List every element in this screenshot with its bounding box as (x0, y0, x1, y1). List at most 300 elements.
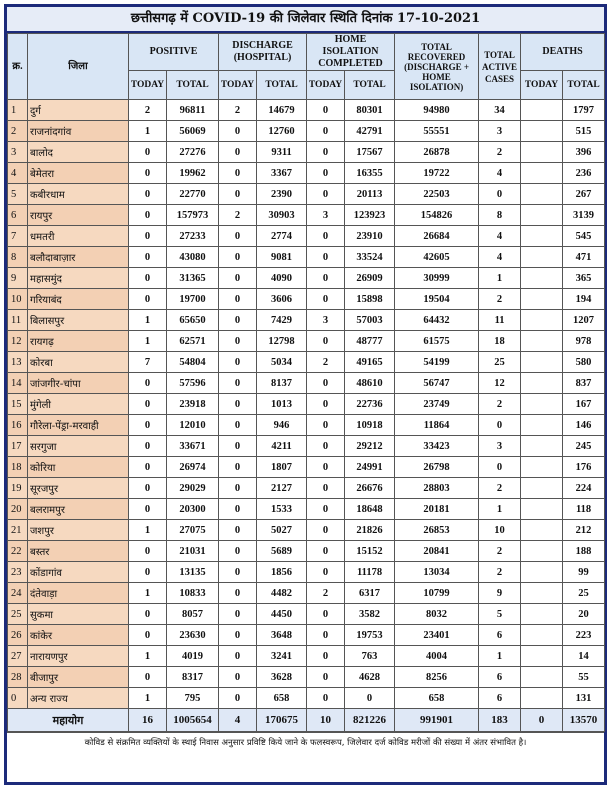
header-total: TOTAL (257, 71, 307, 100)
cell-dis-today: 0 (219, 625, 257, 646)
district-covid-table (7, 33, 605, 732)
row-district: गरियाबंद (28, 289, 129, 310)
cell-pos-today: 1 (129, 646, 167, 667)
cell-pos-today: 0 (129, 226, 167, 247)
cell-pos-today: 0 (129, 163, 167, 184)
cell-hi-total: 0 (345, 688, 395, 709)
cell-hi-today: 0 (307, 121, 345, 142)
cell-death-total: 1797 (563, 100, 605, 121)
cell-dis-today: 0 (219, 247, 257, 268)
cell-active: 5 (479, 604, 521, 625)
cell-hi-today: 0 (307, 268, 345, 289)
table-body (8, 100, 605, 732)
total-pos-total: 1005654 (167, 709, 219, 732)
cell-pos-today: 0 (129, 457, 167, 478)
row-district: बलौदाबाज़ार (28, 247, 129, 268)
total-death-total: 13570 (563, 709, 605, 732)
cell-death-total: 245 (563, 436, 605, 457)
table-row (8, 541, 605, 562)
cell-active: 1 (479, 499, 521, 520)
table-row (8, 499, 605, 520)
cell-active: 9 (479, 583, 521, 604)
cell-hi-today: 0 (307, 163, 345, 184)
cell-hi-today: 0 (307, 499, 345, 520)
header-total: TOTAL (563, 71, 605, 100)
cell-dis-today: 0 (219, 583, 257, 604)
row-sno: 12 (8, 331, 28, 352)
cell-pos-total: 57596 (167, 373, 219, 394)
cell-dis-today: 0 (219, 394, 257, 415)
row-district: अन्य राज्य (28, 688, 129, 709)
cell-death-today (521, 268, 563, 289)
row-sno: 6 (8, 205, 28, 226)
cell-pos-total: 19962 (167, 163, 219, 184)
cell-death-today (521, 625, 563, 646)
cell-dis-today: 0 (219, 688, 257, 709)
cell-dis-today: 0 (219, 646, 257, 667)
cell-death-total: 14 (563, 646, 605, 667)
header-total: TOTAL (345, 71, 395, 100)
cell-pos-today: 0 (129, 562, 167, 583)
cell-pos-today: 0 (129, 247, 167, 268)
header-positive: POSITIVE (129, 34, 219, 71)
cell-dis-total: 4450 (257, 604, 307, 625)
cell-death-total: 131 (563, 688, 605, 709)
row-district: कोरिया (28, 457, 129, 478)
cell-pos-total: 157973 (167, 205, 219, 226)
cell-pos-total: 54804 (167, 352, 219, 373)
cell-dis-today: 0 (219, 121, 257, 142)
cell-hi-today: 0 (307, 688, 345, 709)
cell-recovered: 55551 (395, 121, 479, 142)
cell-active: 25 (479, 352, 521, 373)
cell-pos-total: 27233 (167, 226, 219, 247)
cell-hi-total: 10918 (345, 415, 395, 436)
header-sno: क्र. (8, 34, 28, 100)
cell-hi-total: 49165 (345, 352, 395, 373)
table-row (8, 436, 605, 457)
cell-death-total: 118 (563, 499, 605, 520)
cell-death-today (521, 184, 563, 205)
row-sno: 5 (8, 184, 28, 205)
cell-hi-today: 0 (307, 226, 345, 247)
cell-dis-today: 0 (219, 289, 257, 310)
cell-death-total: 20 (563, 604, 605, 625)
cell-hi-total: 19753 (345, 625, 395, 646)
row-sno: 18 (8, 457, 28, 478)
cell-recovered: 4004 (395, 646, 479, 667)
cell-hi-today: 0 (307, 331, 345, 352)
cell-active: 4 (479, 226, 521, 247)
table-row (8, 310, 605, 331)
header-total: TOTAL (167, 71, 219, 100)
cell-hi-today: 0 (307, 457, 345, 478)
cell-hi-total: 123923 (345, 205, 395, 226)
total-dis-total: 170675 (257, 709, 307, 732)
cell-hi-total: 16355 (345, 163, 395, 184)
cell-hi-today: 0 (307, 436, 345, 457)
row-sno: 11 (8, 310, 28, 331)
cell-hi-today: 0 (307, 541, 345, 562)
header-total-active: TOTAL ACTIVE CASES (479, 34, 521, 100)
row-sno: 27 (8, 646, 28, 667)
cell-pos-today: 0 (129, 142, 167, 163)
cell-death-today (521, 352, 563, 373)
cell-dis-today: 0 (219, 184, 257, 205)
cell-pos-today: 0 (129, 184, 167, 205)
cell-dis-today: 0 (219, 457, 257, 478)
cell-hi-total: 26909 (345, 268, 395, 289)
cell-active: 0 (479, 457, 521, 478)
row-sno: 24 (8, 583, 28, 604)
row-sno: 8 (8, 247, 28, 268)
cell-dis-total: 5027 (257, 520, 307, 541)
row-district: बेमेतरा (28, 163, 129, 184)
cell-dis-total: 2127 (257, 478, 307, 499)
cell-death-today (521, 604, 563, 625)
cell-pos-total: 12010 (167, 415, 219, 436)
cell-active: 1 (479, 268, 521, 289)
total-hi-total: 821226 (345, 709, 395, 732)
cell-recovered: 28803 (395, 478, 479, 499)
row-sno: 10 (8, 289, 28, 310)
cell-dis-total: 8137 (257, 373, 307, 394)
cell-recovered: 94980 (395, 100, 479, 121)
cell-active: 6 (479, 625, 521, 646)
row-sno: 0 (8, 688, 28, 709)
cell-recovered: 56747 (395, 373, 479, 394)
cell-hi-total: 763 (345, 646, 395, 667)
cell-dis-today: 2 (219, 100, 257, 121)
cell-pos-today: 1 (129, 331, 167, 352)
table-row (8, 667, 605, 688)
cell-death-today (521, 121, 563, 142)
row-district: कोंडागांव (28, 562, 129, 583)
cell-pos-total: 29029 (167, 478, 219, 499)
cell-hi-total: 15152 (345, 541, 395, 562)
row-district: जांजगीर-चांपा (28, 373, 129, 394)
cell-death-today (521, 562, 563, 583)
row-district: धमतरी (28, 226, 129, 247)
cell-hi-total: 26676 (345, 478, 395, 499)
cell-dis-today: 0 (219, 436, 257, 457)
cell-hi-total: 48610 (345, 373, 395, 394)
cell-active: 6 (479, 667, 521, 688)
table-row (8, 289, 605, 310)
cell-pos-total: 10833 (167, 583, 219, 604)
cell-death-total: 212 (563, 520, 605, 541)
cell-pos-today: 0 (129, 499, 167, 520)
table-row (8, 583, 605, 604)
cell-pos-today: 0 (129, 436, 167, 457)
cell-death-total: 3139 (563, 205, 605, 226)
cell-death-today (521, 100, 563, 121)
row-district: दुर्ग (28, 100, 129, 121)
cell-dis-today: 0 (219, 268, 257, 289)
cell-pos-total: 62571 (167, 331, 219, 352)
cell-hi-total: 15898 (345, 289, 395, 310)
cell-dis-today: 0 (219, 478, 257, 499)
cell-hi-total: 80301 (345, 100, 395, 121)
cell-dis-total: 3606 (257, 289, 307, 310)
cell-pos-total: 27075 (167, 520, 219, 541)
cell-recovered: 26853 (395, 520, 479, 541)
cell-death-total: 223 (563, 625, 605, 646)
table-row (8, 121, 605, 142)
cell-recovered: 22503 (395, 184, 479, 205)
header-district: जिला (28, 34, 129, 100)
table-row (8, 415, 605, 436)
cell-pos-total: 31365 (167, 268, 219, 289)
row-district: रायपुर (28, 205, 129, 226)
cell-pos-today: 0 (129, 541, 167, 562)
cell-pos-today: 1 (129, 121, 167, 142)
cell-active: 6 (479, 688, 521, 709)
cell-dis-total: 2390 (257, 184, 307, 205)
table-row (8, 457, 605, 478)
cell-hi-total: 42791 (345, 121, 395, 142)
row-sno: 1 (8, 100, 28, 121)
row-district: महासमुंद (28, 268, 129, 289)
cell-active: 34 (479, 100, 521, 121)
table-row (8, 688, 605, 709)
cell-pos-total: 43080 (167, 247, 219, 268)
total-hi-today: 10 (307, 709, 345, 732)
cell-dis-today: 0 (219, 142, 257, 163)
cell-pos-total: 795 (167, 688, 219, 709)
row-district: दंतेवाड़ा (28, 583, 129, 604)
table-row (8, 352, 605, 373)
cell-dis-today: 0 (219, 163, 257, 184)
cell-dis-today: 0 (219, 310, 257, 331)
cell-death-total: 224 (563, 478, 605, 499)
cell-hi-total: 3582 (345, 604, 395, 625)
cell-pos-today: 1 (129, 583, 167, 604)
cell-hi-today: 0 (307, 142, 345, 163)
cell-recovered: 8256 (395, 667, 479, 688)
row-district: बलरामपुर (28, 499, 129, 520)
cell-hi-today: 0 (307, 646, 345, 667)
cell-death-today (521, 415, 563, 436)
cell-recovered: 33423 (395, 436, 479, 457)
header-home-isolation: HOME ISOLATION COMPLETED (307, 34, 395, 71)
cell-pos-today: 0 (129, 289, 167, 310)
cell-recovered: 8032 (395, 604, 479, 625)
cell-active: 2 (479, 541, 521, 562)
header-today: TODAY (129, 71, 167, 100)
cell-pos-total: 56069 (167, 121, 219, 142)
row-sno: 7 (8, 226, 28, 247)
cell-pos-today: 1 (129, 520, 167, 541)
row-sno: 17 (8, 436, 28, 457)
row-sno: 21 (8, 520, 28, 541)
cell-recovered: 11864 (395, 415, 479, 436)
cell-death-total: 176 (563, 457, 605, 478)
cell-hi-total: 33524 (345, 247, 395, 268)
cell-dis-today: 0 (219, 499, 257, 520)
cell-hi-today: 3 (307, 205, 345, 226)
cell-death-total: 471 (563, 247, 605, 268)
cell-recovered: 19722 (395, 163, 479, 184)
row-sno: 9 (8, 268, 28, 289)
cell-dis-today: 0 (219, 541, 257, 562)
cell-hi-today: 0 (307, 562, 345, 583)
cell-hi-today: 0 (307, 478, 345, 499)
cell-pos-today: 7 (129, 352, 167, 373)
table-row (8, 394, 605, 415)
row-sno: 13 (8, 352, 28, 373)
cell-dis-total: 12760 (257, 121, 307, 142)
cell-pos-today: 2 (129, 100, 167, 121)
cell-death-total: 25 (563, 583, 605, 604)
cell-dis-today: 2 (219, 205, 257, 226)
cell-death-total: 580 (563, 352, 605, 373)
row-sno: 19 (8, 478, 28, 499)
cell-hi-today: 0 (307, 667, 345, 688)
cell-death-today (521, 310, 563, 331)
cell-death-today (521, 457, 563, 478)
cell-active: 11 (479, 310, 521, 331)
cell-recovered: 54199 (395, 352, 479, 373)
cell-death-today (521, 163, 563, 184)
cell-dis-total: 4482 (257, 583, 307, 604)
cell-recovered: 19504 (395, 289, 479, 310)
cell-pos-total: 19700 (167, 289, 219, 310)
cell-recovered: 20181 (395, 499, 479, 520)
cell-recovered: 23401 (395, 625, 479, 646)
cell-death-today (521, 667, 563, 688)
cell-recovered: 154826 (395, 205, 479, 226)
cell-active: 3 (479, 121, 521, 142)
row-district: कांकेर (28, 625, 129, 646)
cell-dis-total: 4090 (257, 268, 307, 289)
cell-death-today (521, 436, 563, 457)
row-sno: 16 (8, 415, 28, 436)
total-death-today: 0 (521, 709, 563, 732)
table-row (8, 163, 605, 184)
footnote: कोविड से संक्रमित व्यक्तियों के स्थाई निवास अनुसार प्रविष्टि किये जाने के फलस्वरूप, जिलेवार दर्ज कोविड मरीजों की संख्या में अंतर संभावित है। (7, 732, 604, 753)
cell-hi-today: 0 (307, 184, 345, 205)
cell-active: 1 (479, 646, 521, 667)
cell-death-total: 267 (563, 184, 605, 205)
row-district: कबीरधाम (28, 184, 129, 205)
row-sno: 2 (8, 121, 28, 142)
cell-death-today (521, 205, 563, 226)
cell-dis-today: 0 (219, 562, 257, 583)
cell-recovered: 20841 (395, 541, 479, 562)
table-row (8, 478, 605, 499)
cell-pos-total: 22770 (167, 184, 219, 205)
cell-recovered: 10799 (395, 583, 479, 604)
cell-death-total: 146 (563, 415, 605, 436)
header-today: TODAY (219, 71, 257, 100)
cell-pos-today: 0 (129, 667, 167, 688)
cell-hi-total: 21826 (345, 520, 395, 541)
row-district: बालोद (28, 142, 129, 163)
cell-death-today (521, 499, 563, 520)
cell-recovered: 23749 (395, 394, 479, 415)
row-district: सूरजपुर (28, 478, 129, 499)
cell-death-today (521, 373, 563, 394)
cell-hi-total: 4628 (345, 667, 395, 688)
cell-death-today (521, 394, 563, 415)
cell-hi-today: 2 (307, 583, 345, 604)
cell-dis-today: 0 (219, 226, 257, 247)
header-discharge: DISCHARGE (HOSPITAL) (219, 34, 307, 71)
cell-hi-total: 23910 (345, 226, 395, 247)
cell-death-today (521, 226, 563, 247)
row-sno: 26 (8, 625, 28, 646)
row-district: राजनांदगांव (28, 121, 129, 142)
cell-hi-today: 0 (307, 100, 345, 121)
cell-active: 4 (479, 247, 521, 268)
row-district: बिलासपुर (28, 310, 129, 331)
cell-active: 12 (479, 373, 521, 394)
cell-dis-total: 1013 (257, 394, 307, 415)
cell-hi-total: 48777 (345, 331, 395, 352)
cell-active: 4 (479, 163, 521, 184)
cell-dis-total: 4211 (257, 436, 307, 457)
cell-dis-total: 12798 (257, 331, 307, 352)
table-row (8, 247, 605, 268)
cell-death-total: 188 (563, 541, 605, 562)
cell-pos-today: 0 (129, 394, 167, 415)
cell-hi-total: 57003 (345, 310, 395, 331)
row-sno: 20 (8, 499, 28, 520)
cell-dis-total: 3628 (257, 667, 307, 688)
row-sno: 15 (8, 394, 28, 415)
cell-pos-total: 23630 (167, 625, 219, 646)
cell-pos-today: 1 (129, 310, 167, 331)
report-title: छत्तीसगढ़ में COVID-19 की जिलेवार स्थिति दिनांक 17-10-2021 (7, 7, 604, 33)
cell-death-today (521, 289, 563, 310)
table-row (8, 205, 605, 226)
cell-death-total: 515 (563, 121, 605, 142)
cell-dis-today: 0 (219, 520, 257, 541)
cell-dis-today: 0 (219, 667, 257, 688)
cell-pos-total: 27276 (167, 142, 219, 163)
cell-death-total: 1207 (563, 310, 605, 331)
row-district: नारायणपुर (28, 646, 129, 667)
total-label: महायोग (8, 709, 129, 732)
cell-death-today (521, 688, 563, 709)
row-sno: 23 (8, 562, 28, 583)
row-sno: 25 (8, 604, 28, 625)
cell-pos-total: 8057 (167, 604, 219, 625)
cell-dis-total: 1807 (257, 457, 307, 478)
table-row (8, 226, 605, 247)
table-row (8, 373, 605, 394)
cell-active: 3 (479, 436, 521, 457)
cell-dis-today: 0 (219, 604, 257, 625)
cell-dis-total: 658 (257, 688, 307, 709)
row-district: बीजापुर (28, 667, 129, 688)
cell-pos-total: 26974 (167, 457, 219, 478)
cell-active: 2 (479, 562, 521, 583)
cell-death-today (521, 646, 563, 667)
cell-death-today (521, 520, 563, 541)
cell-dis-total: 7429 (257, 310, 307, 331)
cell-dis-total: 2774 (257, 226, 307, 247)
header-today: TODAY (307, 71, 345, 100)
row-district: जशपुर (28, 520, 129, 541)
row-sno: 14 (8, 373, 28, 394)
row-district: बस्तर (28, 541, 129, 562)
cell-recovered: 26798 (395, 457, 479, 478)
total-dis-today: 4 (219, 709, 257, 732)
cell-hi-total: 17567 (345, 142, 395, 163)
total-recovered: 991901 (395, 709, 479, 732)
